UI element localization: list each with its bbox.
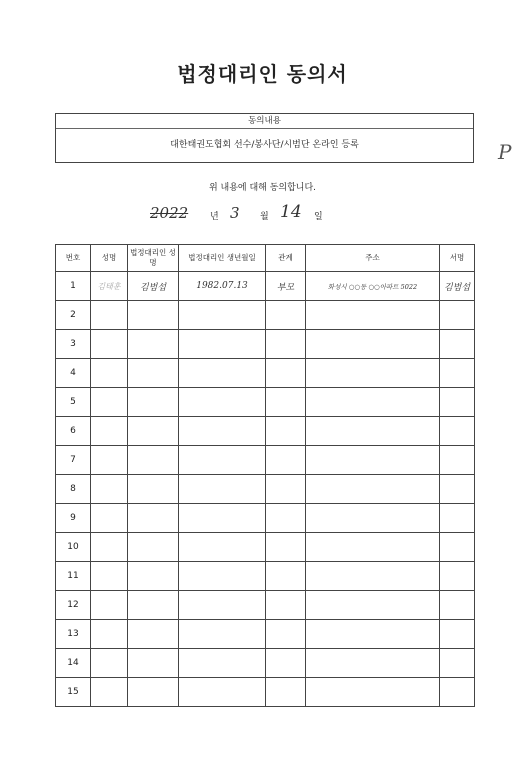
- cell-address: [306, 678, 440, 707]
- table-row: [56, 446, 475, 475]
- cell-birthdate: [179, 446, 266, 475]
- table-row: [56, 649, 475, 678]
- cell-birthdate: [179, 649, 266, 678]
- row-number: 2: [56, 301, 91, 330]
- cell-relation: [266, 301, 306, 330]
- cell-address: [306, 620, 440, 649]
- cell-relation: [266, 417, 306, 446]
- cell-address: [306, 475, 440, 504]
- cell-birthdate: [179, 562, 266, 591]
- row-number: 9: [56, 504, 91, 533]
- row-number: 4: [56, 359, 91, 388]
- cell-guardian-name: [128, 504, 179, 533]
- table-row: [56, 562, 475, 591]
- cell-guardian-name: [128, 533, 179, 562]
- table-row: [56, 533, 475, 562]
- cell-signature: 김범섭: [440, 272, 475, 301]
- row-number: 14: [56, 649, 91, 678]
- cell-signature: [440, 591, 475, 620]
- consent-header: 동의내용: [56, 114, 473, 129]
- cell-relation: [266, 330, 306, 359]
- cell-address: [306, 562, 440, 591]
- cell-name: [91, 388, 128, 417]
- cell-relation: [266, 388, 306, 417]
- cell-address: [306, 533, 440, 562]
- cell-name: [91, 301, 128, 330]
- row-number: 1: [56, 272, 91, 301]
- date-month-label: 월: [260, 212, 269, 222]
- table-header-row: [56, 245, 475, 272]
- cell-signature: [440, 359, 475, 388]
- table-row: [56, 417, 475, 446]
- row-number: 10: [56, 533, 91, 562]
- cell-signature: [440, 562, 475, 591]
- cell-address: [306, 301, 440, 330]
- margin-handwritten-mark: P: [498, 140, 512, 164]
- header-guardian-birthdate: 법정대리인 생년월일: [179, 245, 266, 272]
- cell-relation: [266, 504, 306, 533]
- header-signature: 서명: [440, 245, 475, 272]
- cell-birthdate: [179, 620, 266, 649]
- cell-address: [306, 388, 440, 417]
- cell-birthdate: [179, 359, 266, 388]
- cell-address: [306, 446, 440, 475]
- cell-name: [91, 649, 128, 678]
- table-row: [56, 678, 475, 707]
- cell-relation: [266, 475, 306, 504]
- table-row: [56, 388, 475, 417]
- cell-signature: [440, 330, 475, 359]
- header-guardian-name: 법정대리인 성명: [128, 245, 179, 272]
- cell-relation: [266, 678, 306, 707]
- document-title: 법정대리인 동의서: [177, 62, 348, 86]
- cell-relation: [266, 533, 306, 562]
- row-number: 15: [56, 678, 91, 707]
- cell-signature: [440, 446, 475, 475]
- row-number: 13: [56, 620, 91, 649]
- cell-address: [306, 330, 440, 359]
- cell-birthdate: [179, 417, 266, 446]
- row-number: 8: [56, 475, 91, 504]
- agreement-statement: 위 내용에 대해 동의합니다.: [208, 183, 317, 193]
- cell-name: [91, 330, 128, 359]
- cell-name: 김태훈: [91, 272, 128, 301]
- cell-signature: [440, 388, 475, 417]
- table-row: [56, 330, 475, 359]
- table-row: [56, 475, 475, 504]
- cell-signature: [440, 417, 475, 446]
- cell-name: [91, 620, 128, 649]
- cell-birthdate: [179, 504, 266, 533]
- cell-address: [306, 359, 440, 388]
- cell-relation: [266, 446, 306, 475]
- guardian-roster-table: [55, 244, 475, 707]
- cell-guardian-name: [128, 591, 179, 620]
- cell-relation: [266, 359, 306, 388]
- cell-signature: [440, 533, 475, 562]
- cell-signature: [440, 620, 475, 649]
- header-relation: 관계: [266, 245, 306, 272]
- cell-birthdate: [179, 388, 266, 417]
- cell-birthdate: [179, 591, 266, 620]
- cell-address: [306, 504, 440, 533]
- cell-guardian-name: [128, 330, 179, 359]
- cell-name: [91, 562, 128, 591]
- cell-name: [91, 359, 128, 388]
- cell-guardian-name: [128, 417, 179, 446]
- table-row: [56, 301, 475, 330]
- cell-relation: [266, 562, 306, 591]
- date-day-label: 일: [314, 212, 323, 222]
- cell-guardian-name: [128, 301, 179, 330]
- cell-name: [91, 417, 128, 446]
- date-day: 14: [280, 202, 302, 222]
- cell-address: [306, 417, 440, 446]
- cell-signature: [440, 649, 475, 678]
- cell-address: [306, 649, 440, 678]
- cell-name: [91, 678, 128, 707]
- row-number: 7: [56, 446, 91, 475]
- table-row: [56, 504, 475, 533]
- cell-address: 화성시 ○○동 ○○아파트 5022: [306, 272, 440, 301]
- cell-name: [91, 504, 128, 533]
- row-number: 11: [56, 562, 91, 591]
- row-number: 5: [56, 388, 91, 417]
- cell-birthdate: 1982.07.13: [179, 272, 266, 301]
- cell-address: [306, 591, 440, 620]
- cell-name: [91, 591, 128, 620]
- cell-guardian-name: [128, 388, 179, 417]
- header-number: 번호: [56, 245, 91, 272]
- cell-birthdate: [179, 678, 266, 707]
- roster-body: [56, 272, 475, 707]
- table-row: [56, 620, 475, 649]
- table-row: [56, 272, 475, 301]
- cell-guardian-name: [128, 446, 179, 475]
- header-address: 주소: [306, 245, 440, 272]
- cell-guardian-name: [128, 475, 179, 504]
- cell-signature: [440, 678, 475, 707]
- cell-guardian-name: [128, 678, 179, 707]
- row-number: 6: [56, 417, 91, 446]
- cell-name: [91, 475, 128, 504]
- date-year: 2022: [150, 204, 189, 222]
- cell-guardian-name: [128, 359, 179, 388]
- date-year-label: 년: [210, 212, 219, 222]
- cell-birthdate: [179, 330, 266, 359]
- cell-birthdate: [179, 475, 266, 504]
- cell-guardian-name: [128, 620, 179, 649]
- consent-box: [55, 113, 474, 163]
- cell-guardian-name: [128, 649, 179, 678]
- header-name: 성명: [91, 245, 128, 272]
- cell-name: [91, 533, 128, 562]
- date-month: 3: [230, 204, 240, 222]
- consent-body: 대한태권도협회 선수/봉사단/시범단 온라인 등록: [170, 140, 359, 150]
- row-number: 12: [56, 591, 91, 620]
- cell-guardian-name: [128, 562, 179, 591]
- table-row: [56, 359, 475, 388]
- cell-name: [91, 446, 128, 475]
- cell-relation: [266, 620, 306, 649]
- table-row: [56, 591, 475, 620]
- cell-signature: [440, 475, 475, 504]
- cell-birthdate: [179, 301, 266, 330]
- cell-relation: 부모: [266, 272, 306, 301]
- cell-guardian-name: 김범섭: [128, 272, 179, 301]
- cell-relation: [266, 649, 306, 678]
- cell-birthdate: [179, 533, 266, 562]
- row-number: 3: [56, 330, 91, 359]
- cell-relation: [266, 591, 306, 620]
- cell-signature: [440, 504, 475, 533]
- cell-signature: [440, 301, 475, 330]
